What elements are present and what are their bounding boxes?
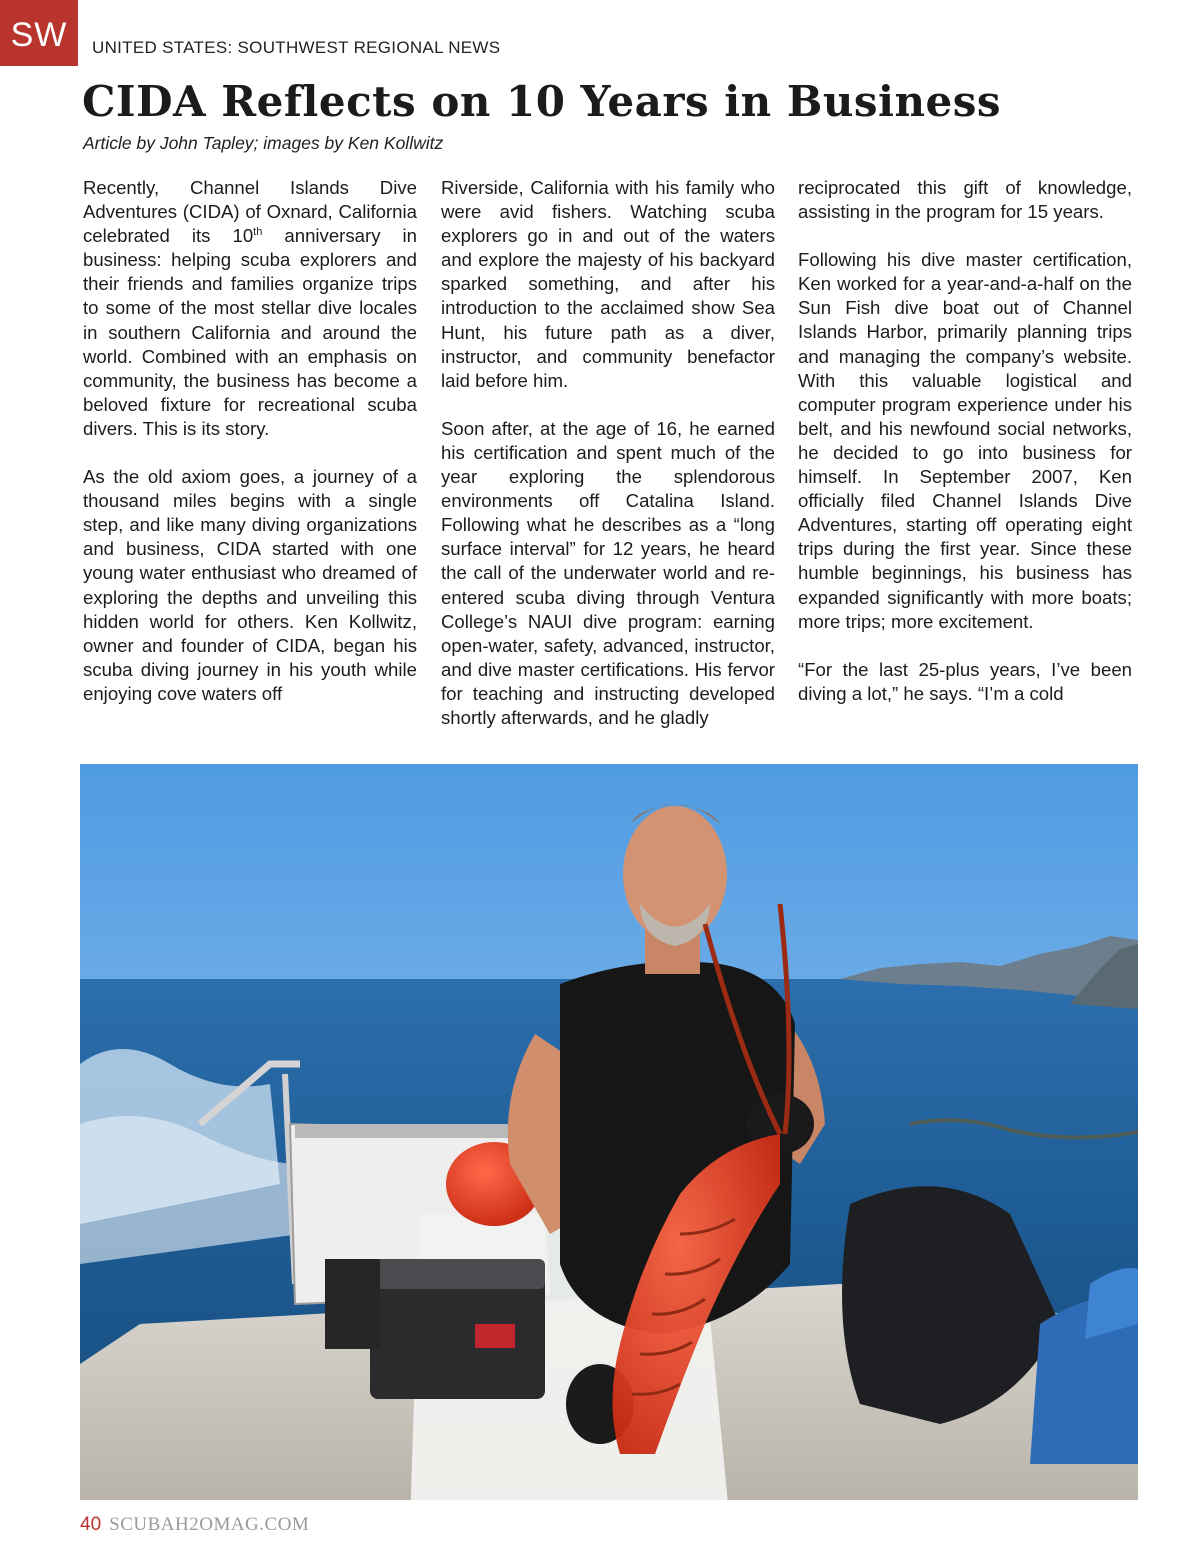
paragraph: As the old axiom goes, a journey of a thousand miles begins with a single step, and like many diving organizations and business, CIDA started with one young water enthusiast who dreamed of exploring the depths and unveiling this hidden world for others. Ken Kollwitz, owner and founder of CIDA, began his scuba diving journey in his youth while enjoying cove waters off	[83, 466, 417, 704]
paragraph-text: anniversary in business: helping scuba explorers and their friends and families organize trips to some of the most stellar dive locales in southern California and around the world. Combined with an emphasis on community, the business has become a beloved fixture for recreational scuba divers. This is its story.	[83, 225, 417, 439]
paragraph-text: Recently, Channel Islands Dive Adventures (CIDA) of Oxnard, California celebrated its 10	[83, 177, 417, 247]
page-number: 40	[80, 1514, 102, 1535]
article-title: CIDA Reflects on 10 Years in Business	[82, 77, 1002, 126]
diver-head	[623, 806, 727, 942]
page-footer	[80, 1514, 309, 1536]
article-column-1	[83, 176, 417, 706]
paragraph: reciprocated this gift of knowledge, assisting in the program for 15 years.	[798, 177, 1132, 223]
paragraph: Riverside, California with his family who were avid fishers. Watching scuba explorers go in and out of the waters and explore the majesty of his backyard sparked something, and after his introduction to the acclaimed show Sea Hunt, his future path as a diver, instructor, and community benefactor laid before him.	[441, 177, 775, 391]
paragraph: “For the last 25-plus years, I’ve been diving a lot,” he says. “I’m a cold	[798, 658, 1132, 704]
ordinal-suffix: th	[253, 226, 263, 238]
diver-with-lobster-image	[80, 764, 1138, 1500]
crate	[325, 1259, 380, 1349]
section-label: UNITED STATES: SOUTHWEST REGIONAL NEWS	[92, 38, 501, 57]
article-photo	[80, 764, 1138, 1500]
cabin-trim	[295, 1124, 540, 1138]
cooler-label	[475, 1324, 515, 1348]
article-byline: Article by John Tapley; images by Ken Kollwitz	[83, 133, 444, 153]
paragraph: Soon after, at the age of 16, he earned his certification and spent much of the year exploring the splendorous environments off Catalina Island. Following what he describes as a “long surface interval” for 12 years, he heard the call of the underwater world and re-entered scuba diving through Ventura College’s NAUI dive program: earning open-water, safety, advanced, instructor, and dive master certifications. His fervor for teaching and instructing developed shortly afterwards, and he gladly	[441, 417, 775, 728]
paragraph	[83, 176, 417, 441]
article-column-2	[441, 176, 775, 730]
section-tab: SW	[0, 0, 78, 66]
cooler-lid	[370, 1259, 545, 1289]
article-column-3	[798, 176, 1132, 706]
paragraph: Following his dive master certification, Ken worked for a year-and-a-half on the Sun Fish dive boat out of Channel Islands Harbor, primarily planning trips and managing the company’s website. With this valuable logistical and computer program experience under his belt, and his newfound social networks, he decided to go into business for himself. In September 2007, Ken officially filed Channel Islands Dive Adventures, starting off operating eight trips during the first year. Since these humble beginnings, his business has expanded significantly with more boats; more trips; more excitement.	[798, 249, 1132, 632]
footer-site: SCUBAH2OMAG.COM	[109, 1514, 310, 1535]
